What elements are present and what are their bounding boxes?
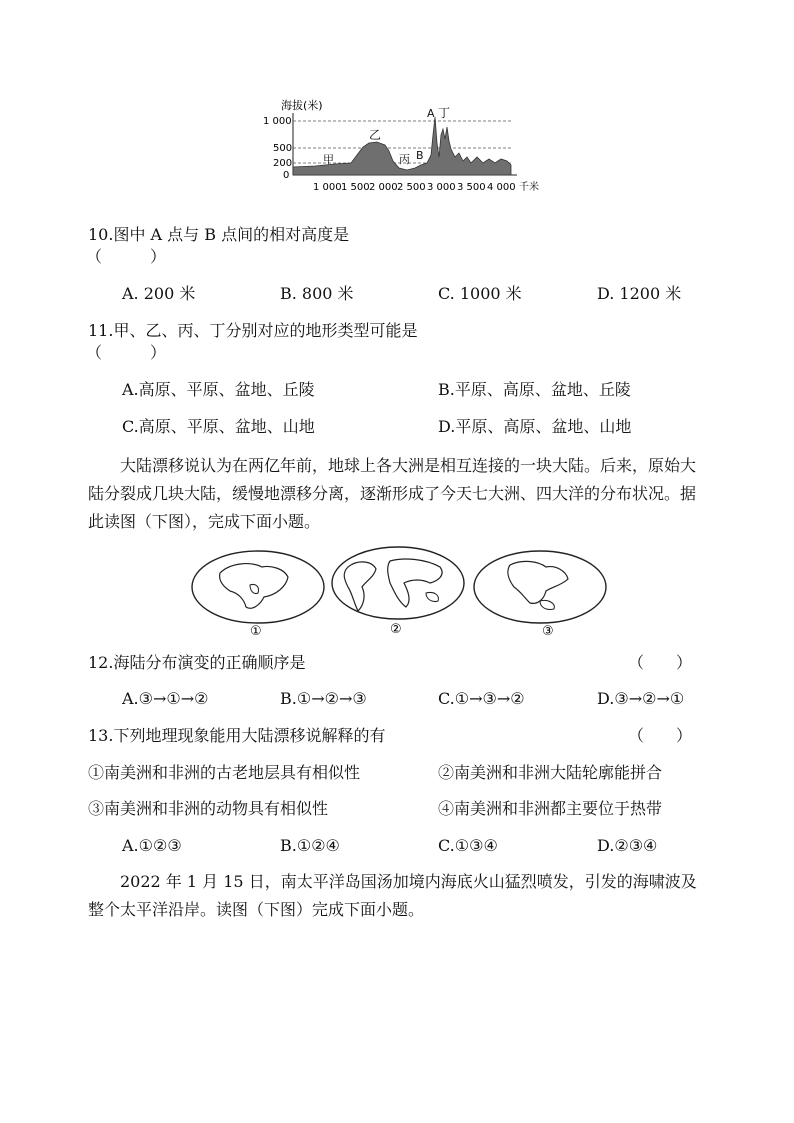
x-tick: 1 000 (313, 182, 342, 193)
question-10-answer-paren[interactable]: （ ） (86, 247, 167, 266)
label-b: B (416, 149, 424, 162)
question-11-option-d[interactable]: D.平原、高原、盆地、山地 (438, 417, 632, 436)
question-13-option-c[interactable]: C.①③④ (438, 836, 498, 855)
question-10-option-a[interactable]: A. 200 米 (122, 284, 196, 303)
label-jia: 甲 (323, 153, 334, 166)
question-13-statement-3: ③南美洲和非洲的动物具有相似性 (88, 799, 329, 818)
question-12-option-a[interactable]: A.③→①→② (122, 689, 209, 708)
y-tick-200: 200 (273, 158, 293, 169)
x-tick: 3 500 (457, 182, 486, 193)
terrain-profile-figure (255, 95, 555, 195)
x-tick: 1 500 (341, 182, 370, 193)
question-11-option-c[interactable]: C.高原、平原、盆地、山地 (122, 417, 315, 436)
question-13-option-b[interactable]: B.①②④ (280, 836, 340, 855)
map-label-1: ① (250, 624, 262, 639)
question-12-option-d[interactable]: D.③→②→① (597, 689, 685, 708)
label-bing: 丙 (399, 153, 410, 166)
continental-drift-maps (190, 545, 610, 640)
x-tick: 2 000 (369, 182, 398, 193)
question-12-answer-paren[interactable]: （ ） (628, 653, 693, 672)
question-10-option-d[interactable]: D. 1200 米 (597, 284, 682, 303)
question-13-statement-4: ④南美洲和非洲都主要位于热带 (438, 799, 663, 818)
x-tick: 4 000 (487, 182, 516, 193)
question-13-statement-2: ②南美洲和非洲大陆轮廓能拼合 (438, 763, 663, 782)
label-ding: 丁 (438, 106, 451, 120)
x-unit: 千米 (519, 182, 539, 193)
question-13-option-d[interactable]: D.②③④ (597, 836, 658, 855)
x-tick: 3 000 (427, 182, 456, 193)
question-11-option-a[interactable]: A.高原、平原、盆地、丘陵 (122, 380, 315, 399)
question-13-answer-paren[interactable]: （ ） (628, 726, 693, 745)
y-tick-500: 500 (273, 143, 293, 154)
x-tick: 2 500 (397, 182, 426, 193)
y-tick-0: 0 (283, 170, 290, 181)
tonga-volcano-intro: 2022 年 1 月 15 日，南太平洋岛国汤加境内海底火山猛烈喷发，引发的海啸波及整个太平洋沿岸。读图（下图）完成下面小题。 (88, 872, 697, 919)
terrain-profile (293, 117, 511, 175)
map-label-3: ③ (542, 624, 554, 639)
question-11-answer-paren[interactable]: （ ） (86, 343, 167, 362)
question-12-option-c[interactable]: C.①→③→② (438, 689, 525, 708)
y-axis-label: 海拔(米) (281, 99, 323, 112)
y-tick-1000: 1 000 (263, 116, 292, 127)
question-13-option-a[interactable]: A.①②③ (122, 836, 182, 855)
label-a: A (427, 107, 435, 120)
question-11-option-b[interactable]: B.平原、高原、盆地、丘陵 (438, 380, 631, 399)
label-yi: 乙 (369, 128, 382, 142)
question-12-option-b[interactable]: B.①→②→③ (280, 689, 367, 708)
question-10-option-b[interactable]: B. 800 米 (280, 284, 354, 303)
question-13-stem: 13.下列地理现象能用大陆漂移说解释的有 (88, 726, 386, 745)
question-13-statement-1: ①南美洲和非洲的古老地层具有相似性 (88, 763, 361, 782)
question-10-stem: 10.图中 A 点与 B 点间的相对高度是 (88, 225, 350, 244)
question-10-option-c[interactable]: C. 1000 米 (438, 284, 522, 303)
map-label-2: ② (390, 622, 402, 637)
continental-drift-intro: 大陆漂移说认为在两亿年前，地球上各大洲是相互连接的一块大陆。后来，原始大陆分裂成几块大陆，缓慢地漂移分离，逐渐形成了今天七大洲、四大洋的分布状况。据此读图（下图），完成下面小题。 (88, 456, 697, 531)
question-11-stem: 11.甲、乙、丙、丁分别对应的地形类型可能是 (88, 321, 418, 340)
question-12-stem: 12.海陆分布演变的正确顺序是 (88, 653, 306, 672)
